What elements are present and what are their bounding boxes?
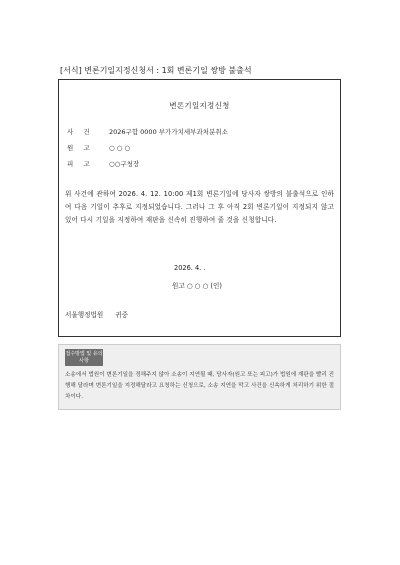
application-body: 위 사건에 관하여 2026. 4. 12. 10:00 제1회 변론기일에 당사자 쌍방의 불출석으로 인하여 다음 기일이 추후로 지정되었습니다. 그러나 그 후 아직 2회 변론기일이 지정되지 않고 있어 다시 기일을 지정하여 재판을 신속히 진행하여 줄 것을 신청합니다.	[65, 190, 334, 224]
form-title: 변론기일지정신청	[169, 101, 230, 110]
court-suffix: 귀중	[115, 311, 128, 319]
application-date: 2026. 4. .	[174, 264, 206, 272]
case-label: 사 건	[67, 128, 94, 136]
plaintiff-signature: 원고 ○ ○ ○ (인)	[172, 282, 222, 290]
defendant-field	[67, 159, 139, 168]
recipient-court	[65, 309, 128, 319]
court-name: 서울행정법원	[65, 311, 104, 319]
document-header: [서식] 변론기일지정신청서 : 1회 변론기일 쌍방 불출석	[60, 66, 252, 75]
notes-panel	[58, 344, 341, 410]
case-value: 2026구합 0000 부가가치세부과처분취소	[109, 128, 228, 136]
notes-tag: 접수방법 및 유의사항	[65, 351, 103, 364]
notes-text: 소송에서 법원이 변론기일을 정해주지 않아 소송이 지연될 때, 당사자(원고 또는 피고)가 법원에 재판을 빨리 진행해 달라며 변론기일을 지정해달라고 요청하는 신청으로, 소송 지연을 막고 사건을 신속하게 처리하기 위한 절차이다.	[65, 372, 334, 400]
application-form	[58, 79, 341, 337]
plaintiff-value: ○ ○ ○	[109, 144, 131, 152]
plaintiff-label: 원 고	[67, 144, 94, 152]
case-field	[67, 127, 228, 136]
plaintiff-field	[67, 143, 130, 152]
defendant-value: ○○구청장	[109, 160, 140, 168]
defendant-label: 피 고	[67, 160, 94, 168]
